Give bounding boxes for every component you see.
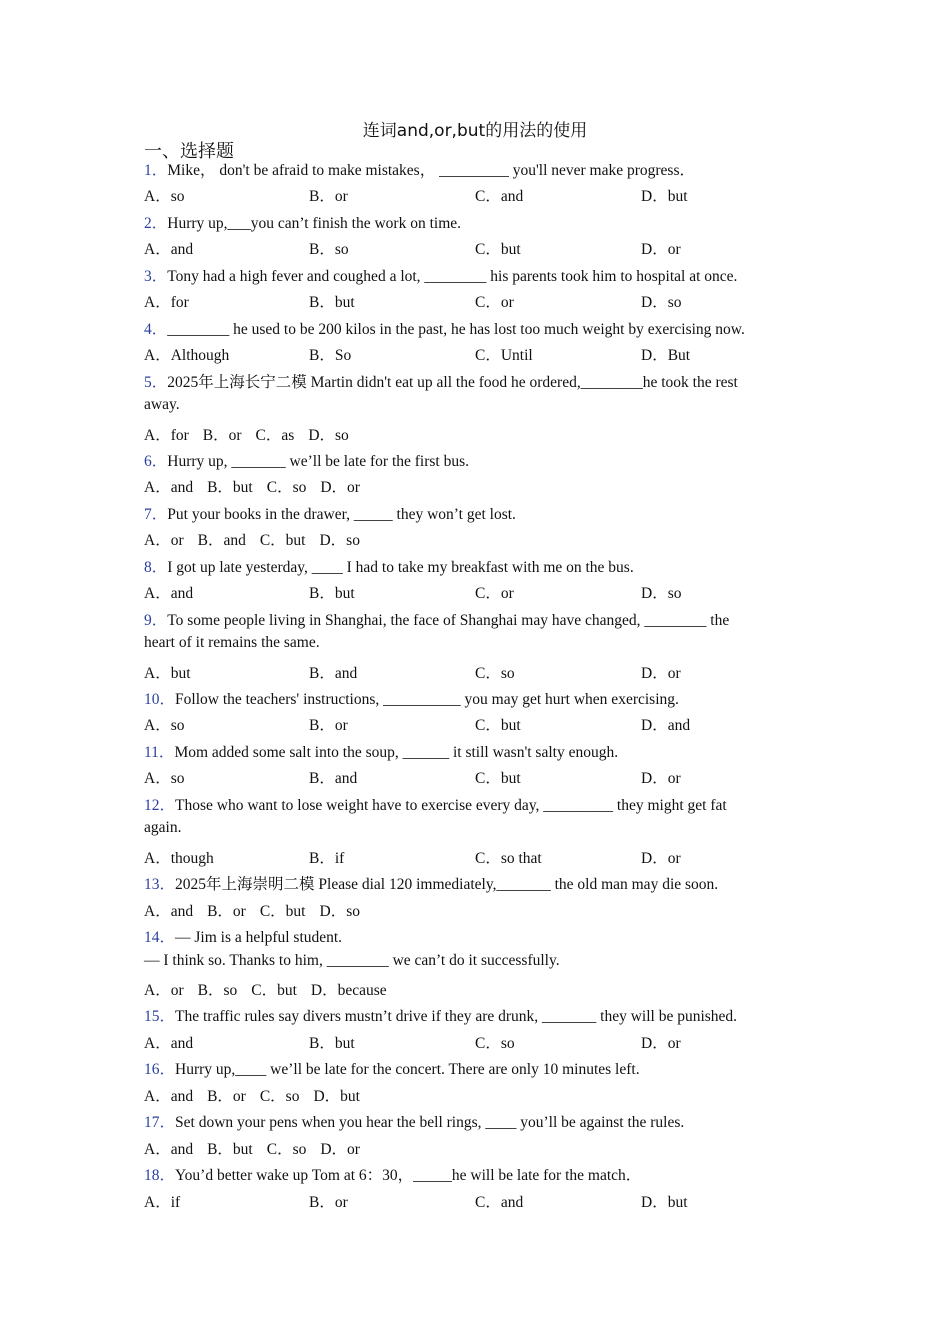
question-number: 2． — [144, 214, 168, 232]
question-number: 7． — [144, 505, 168, 523]
question-text — [144, 555, 634, 577]
answer-option: A．for — [144, 426, 189, 444]
question-line: Mike， don't be afraid to make mistakes， _________ you'll never make progress． — [167, 162, 695, 179]
answer-option: B．but — [309, 585, 355, 603]
answer-option: C．so — [475, 664, 515, 682]
question-number: 12． — [144, 796, 176, 814]
answer-option: B．and — [197, 532, 246, 550]
answer-option: C．or — [475, 294, 514, 312]
answer-option: D．or — [641, 770, 681, 788]
answer-option: A．and — [144, 241, 194, 259]
answer-option: D．so — [319, 532, 360, 550]
answer-option: B．but — [207, 1140, 253, 1158]
answer-option: B．if — [309, 849, 345, 867]
answer-option: B．or — [202, 426, 242, 444]
answer-option: A．Although — [144, 347, 230, 365]
answer-option: D．or — [641, 849, 681, 867]
answer-option: B．or — [309, 188, 348, 206]
answer-option: D．but — [641, 1193, 688, 1211]
answer-option: A．for — [144, 294, 189, 312]
question-line: Hurry up,____ we’ll be late for the concert. There are only 10 minutes left. — [175, 1061, 640, 1079]
question-number: 10． — [144, 691, 176, 708]
question-number: 14． — [144, 929, 176, 947]
answer-option: C．but — [475, 717, 521, 735]
question-line: To some people living in Shanghai, the face of Shanghai may have changed, ________ the — [167, 611, 730, 629]
question-text — [144, 317, 745, 339]
answer-options-row — [144, 978, 401, 1000]
answer-option: C．so — [475, 1034, 515, 1052]
question-number: 3． — [144, 267, 168, 285]
question-line: 2025年上海长宁二模 Martin didn't eat up all the food he ordered,________he took the rest — [167, 373, 738, 391]
question-number: 5． — [144, 373, 168, 391]
question-text — [144, 634, 320, 652]
answer-option: D．or — [641, 664, 681, 682]
question-line: I got up late yesterday, ____ I had to take my breakfast with me on the bus. — [167, 558, 634, 576]
answer-option: B．So — [309, 347, 352, 365]
question-line: 2025年上海崇明二模 Please dial 120 immediately,_______ the old man may die soon. — [175, 876, 719, 894]
answer-option: D．or — [320, 1140, 360, 1158]
answer-option: D．or — [641, 1034, 681, 1052]
answer-option: B．or — [309, 717, 348, 735]
answer-option: D．but — [641, 188, 688, 206]
answer-option: A．and — [144, 902, 194, 920]
answer-option: C．as — [255, 426, 295, 444]
question-number: 17． — [144, 1114, 176, 1132]
answer-option: D．and — [641, 717, 691, 735]
answer-option: B．and — [309, 770, 358, 788]
question-text — [144, 793, 727, 815]
answer-option: A．if — [144, 1193, 181, 1211]
answer-option: A．so — [144, 188, 185, 206]
answer-option: A．though — [144, 849, 214, 867]
question-line: You’d better wake up Tom at 6：30，_____he will be late for the match． — [175, 1167, 642, 1185]
answer-option: C．but — [475, 770, 521, 788]
answer-option: A．or — [144, 981, 184, 999]
question-number: 1． — [144, 162, 168, 179]
question-text — [144, 819, 181, 837]
question-line: Those who want to lose weight have to exercise every day, _________ they might get fat — [175, 796, 727, 814]
question-line: heart of it remains the same. — [144, 634, 320, 652]
answer-option: A．so — [144, 717, 185, 735]
question-number: 9． — [144, 611, 168, 629]
answer-option: B．but — [309, 294, 355, 312]
answer-option: C．but — [259, 532, 306, 550]
answer-option: A．so — [144, 770, 185, 788]
answer-option: B．but — [207, 479, 253, 497]
answer-option: D．But — [641, 347, 691, 365]
answer-option: A．and — [144, 1140, 194, 1158]
answer-option: A．or — [144, 532, 184, 550]
answer-option: C．Until — [475, 347, 533, 365]
question-number: 4． — [144, 320, 168, 338]
answer-option: A．and — [144, 479, 194, 497]
question-text — [144, 264, 737, 286]
answer-option: A．but — [144, 664, 191, 682]
question-text — [144, 502, 516, 524]
answer-option: C．and — [475, 1193, 524, 1211]
question-line: — Jim is a helpful student. — [175, 929, 343, 947]
answer-option: D．so — [641, 294, 682, 312]
question-line: The traffic rules say divers mustn’t drive if they are drunk, _______ they will be punished. — [175, 1008, 738, 1026]
answer-options-row — [144, 475, 374, 497]
answer-option: C．and — [475, 188, 524, 206]
question-text — [144, 1163, 641, 1185]
question-number: 18． — [144, 1167, 176, 1185]
answer-option: B．and — [309, 664, 358, 682]
question-text — [144, 449, 469, 471]
question-line: — I think so. Thanks to him, ________ we can’t do it successfully. — [144, 951, 560, 969]
question-line: away. — [144, 396, 180, 414]
question-text — [144, 1057, 640, 1079]
answer-option: C．but — [251, 981, 297, 999]
answer-option: C．but — [475, 241, 521, 259]
question-text — [144, 687, 679, 709]
question-number: 6． — [144, 452, 168, 470]
answer-options-row — [144, 1137, 374, 1159]
answer-options-row — [144, 899, 374, 921]
answer-option: B．but — [309, 1034, 355, 1052]
question-text — [144, 396, 180, 414]
question-text — [144, 370, 738, 392]
question-number: 11． — [144, 743, 175, 761]
answer-option: D．or — [320, 479, 360, 497]
question-line: Tony had a high fever and coughed a lot, ________ his parents took him to hospital at once. — [167, 267, 738, 285]
answer-option: C．so that — [475, 849, 542, 867]
question-text — [144, 1004, 737, 1026]
question-number: 15． — [144, 1008, 176, 1026]
answer-option: D．because — [310, 981, 387, 999]
answer-option: D．so — [308, 426, 349, 444]
question-line: again. — [144, 819, 182, 837]
page-title: 连词and,or,but的用法的使用 — [362, 121, 588, 141]
answer-option: C．but — [259, 902, 306, 920]
question-text — [144, 925, 342, 947]
answer-option: D．or — [641, 241, 681, 259]
answer-option: C．so — [266, 479, 307, 497]
answer-option: B．or — [207, 902, 246, 920]
question-line: Hurry up, _______ we’ll be late for the first bus. — [167, 452, 470, 470]
answer-option: B．so — [309, 241, 349, 259]
question-text — [144, 211, 461, 233]
question-text — [144, 740, 618, 762]
answer-option: C．or — [475, 585, 514, 603]
answer-option: A．and — [144, 585, 194, 603]
question-text — [144, 952, 560, 970]
answer-options-row — [144, 1084, 374, 1106]
answer-option: B．so — [197, 981, 238, 999]
question-line: Hurry up,___you can’t finish the work on time. — [167, 214, 462, 232]
question-text — [144, 608, 729, 630]
question-line: Put your books in the drawer, _____ they won’t get lost. — [167, 505, 516, 523]
answer-option: B．or — [207, 1087, 246, 1105]
section-heading: 一、选择题 — [144, 141, 234, 162]
answer-option: A．and — [144, 1034, 194, 1052]
question-number: 8． — [144, 558, 168, 576]
answer-option: B．or — [309, 1193, 348, 1211]
answer-option: D．so — [319, 902, 360, 920]
answer-options-row — [144, 423, 363, 445]
answer-option: D．so — [641, 585, 682, 603]
answer-option: C．so — [266, 1140, 307, 1158]
answer-option: A．and — [144, 1087, 194, 1105]
question-line: Mom added some salt into the soup, ______ it still wasn't salty enough. — [174, 743, 619, 761]
question-line: Set down your pens when you hear the bell rings, ____ you’ll be against the rules. — [175, 1114, 685, 1132]
answer-option: D．but — [313, 1087, 360, 1105]
answer-option: C．so — [259, 1087, 300, 1105]
question-text — [144, 158, 695, 180]
answer-options-row — [144, 528, 374, 550]
question-line: Follow the teachers' instructions, __________ you may get hurt when exercising. — [175, 691, 679, 708]
question-text — [144, 1110, 684, 1132]
question-number: 13． — [144, 876, 176, 894]
question-text — [144, 872, 718, 894]
question-number: 16． — [144, 1061, 176, 1079]
question-line: ________ he used to be 200 kilos in the past, he has lost too much weight by exercising now. — [167, 320, 745, 338]
